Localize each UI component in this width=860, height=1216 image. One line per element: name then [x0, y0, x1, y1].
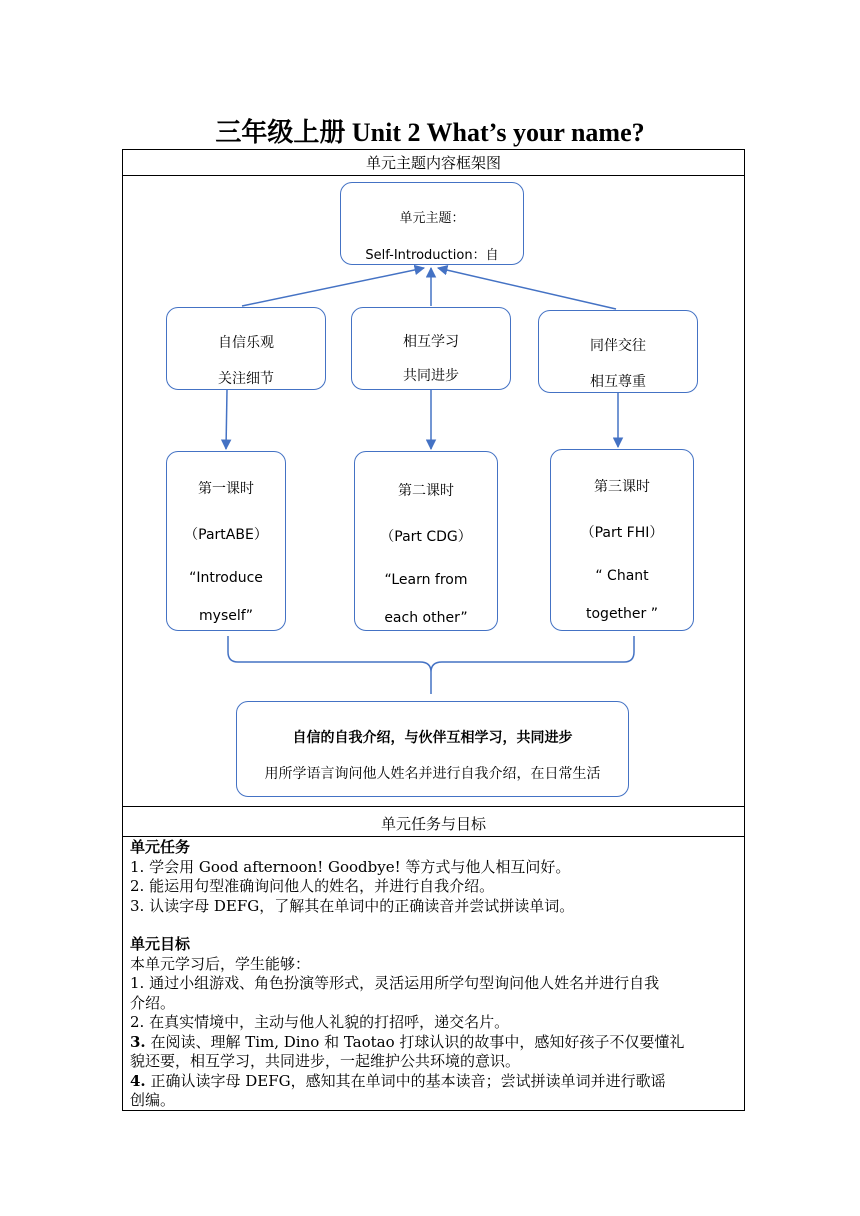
- unit-tasks-section: [130, 838, 740, 916]
- goal-number: 1.: [130, 974, 145, 992]
- lesson-box-3: [550, 449, 694, 631]
- tasks-goals-header: 单元任务与目标: [380, 815, 486, 833]
- unit-theme-box: [340, 182, 524, 265]
- lesson-box-1: [166, 451, 286, 631]
- unit-goals-section: [130, 935, 740, 1111]
- lesson-title: 第二课时: [398, 483, 454, 499]
- theme-text: 相互尊重: [590, 374, 646, 390]
- unit-theme-text: Self-Introduction：自: [365, 248, 499, 263]
- theme-label: 同伴交往: [590, 338, 646, 354]
- page-title: 三年级上册 Unit 2 What’s your name?: [215, 118, 645, 147]
- goal-number: 3.: [130, 1032, 146, 1051]
- goal-text: 在阅读、理解 Tim, Dino 和 Taotao 打球认识的故事中，感知好孩子不仅要懂礼: [150, 1032, 685, 1051]
- goal-number: 4.: [130, 1071, 146, 1090]
- goal-text: 通过小组游戏、角色扮演等形式，灵活运用所学句型询问他人姓名并进行自我: [149, 974, 660, 992]
- lesson-box-2: [354, 451, 498, 631]
- unit-theme-label: 单元主题：: [399, 211, 465, 226]
- goal-text: 正确认读字母 DEFG，感知其在单词中的基本读音；尝试拼读单词并进行歌谣: [150, 1071, 666, 1090]
- goal-text: 在真实情境中，主动与他人礼貌的打招呼，递交名片。: [149, 1013, 510, 1031]
- lesson-topic: “ Chant: [595, 568, 649, 584]
- lesson-topic: each other”: [384, 610, 468, 626]
- goal-text: 创编。: [130, 1091, 176, 1109]
- summary-title: 自信的自我介绍，与伙伴互相学习，共同进步: [292, 730, 573, 746]
- lesson-topic: “Learn from: [384, 572, 468, 588]
- lesson-parts: （Part FHI）: [580, 525, 664, 541]
- theme-label: 自信乐观: [218, 335, 274, 351]
- lesson-topic: together ”: [586, 606, 658, 622]
- goal-item: [130, 1033, 740, 1053]
- goal-item: [130, 1013, 740, 1033]
- goal-text: 貌还要，相互学习，共同进步，一起维护公共环境的意识。: [130, 1052, 521, 1070]
- theme-text: 关注细节: [218, 371, 274, 387]
- summary-text: 用所学语言询问他人姓名并进行自我介绍，在日常生活: [264, 766, 601, 782]
- task-item: 1. 学会用 Good afternoon! Goodbye! 等方式与他人相互问好。: [130, 857, 571, 876]
- framework-header: 单元主题内容框架图: [365, 154, 501, 172]
- lesson-parts: （Part CDG）: [380, 529, 472, 545]
- goal-number: 2.: [130, 1013, 145, 1031]
- lesson-topic: “Introduce: [189, 570, 263, 586]
- task-item: 2. 能运用句型准确询问他人的姓名，并进行自我介绍。: [130, 877, 495, 895]
- theme-box-peer-interaction: [538, 310, 698, 393]
- theme-label: 相互学习: [403, 334, 459, 350]
- connector-arrow: [438, 268, 616, 309]
- goals-title: 单元目标: [130, 935, 191, 953]
- goals-intro: 本单元学习后，学生能够：: [130, 954, 311, 973]
- goal-item: [130, 974, 740, 994]
- task-item: 3. 认读字母 DEFG，了解其在单词中的正确读音并尝试拼读单词。: [130, 896, 575, 915]
- summary-brace: [228, 636, 634, 694]
- summary-box: [236, 701, 629, 797]
- lesson-title: 第一课时: [198, 481, 254, 497]
- theme-box-mutual-learning: [351, 307, 511, 390]
- goal-item: [130, 1072, 740, 1092]
- connector-arrow: [242, 268, 424, 306]
- tasks-title: 单元任务: [130, 838, 191, 856]
- lesson-topic: myself”: [199, 608, 253, 624]
- goal-text: 介绍。: [130, 993, 176, 1012]
- theme-text: 共同进步: [403, 368, 459, 384]
- connector-arrow: [226, 390, 227, 449]
- lesson-title: 第三课时: [594, 479, 650, 495]
- lesson-parts: （PartABE）: [184, 527, 268, 543]
- theme-box-confident: [166, 307, 326, 390]
